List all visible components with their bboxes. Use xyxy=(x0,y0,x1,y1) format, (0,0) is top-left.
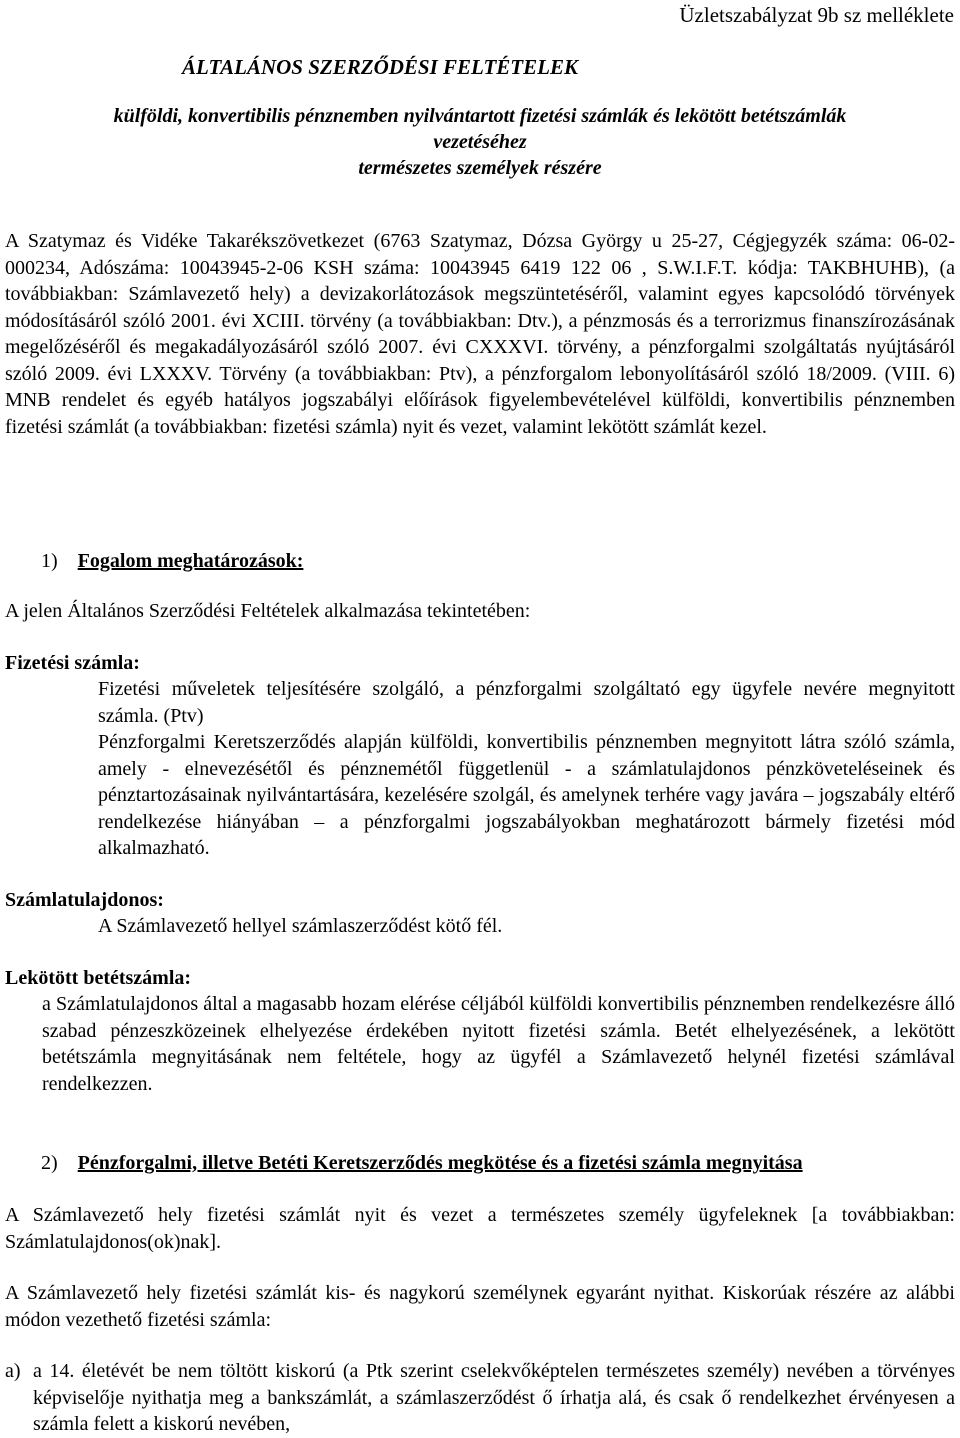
subtitle-line: természetes személyek részére xyxy=(358,157,602,179)
section-number: 1) xyxy=(41,550,58,572)
list-item-text: a 14. életévét be nem töltött kiskorú (a Ptk szerint cselekvőképtelen természetes személy) nevében a törvényes képviselője nyithatja meg a bankszámlát, a számlaszerződést ő írhatja alá, és csak ő rendelkezhet érvényesen a számla felett a kiskorú nevében, xyxy=(33,1360,955,1435)
term-szamlatulajdonos: Számlatulajdonos: xyxy=(5,889,164,911)
intro-paragraph: A Szatymaz és Vidéke Takarékszövetkezet (6763 Szatymaz, Dózsa György u 25-27, Cégjegyzék száma: 06-02-000234, Adószáma: 10043945-2-06 KSH száma: 10043945 6419 122 06 , S.W.I.F.T. kódja: TAKBHUHB), (a továbbiakban: Számlavezető hely) a devizakorlátozások megszüntetéséről, valamint egyes kapcsolódó törvények módosításáról szóló 2001. évi XCIII. törvény (a továbbiakban: Dtv.), a pénzmosás és a terrorizmus finanszírozásának megelőzéséről és megakadályozásáról szóló 2007. évi CXXXVI. törvény, a pénzforgalmi szolgáltatás nyújtásáról szóló 2009. évi LXXXV. Törvény (a továbbiakban: Ptv), a pénzforgalom lebonyolításáról szóló 18/2009. (VIII. 6) MNB rendelet és egyéb hatályos jogszabályi előírások figyelembevételével külföldi, konvertibilis pénznemben fizetési számlát (a továbbiakban: fizetési számla) nyit és vezet, valamint lekötött számlát kezel. xyxy=(5,230,955,438)
term-fizetesi-szamla: Fizetési számla: xyxy=(5,652,140,674)
list-marker: a) xyxy=(5,1360,21,1382)
definition-paragraph: A Számlavezető hellyel számlaszerződést kötő fél. xyxy=(98,915,503,937)
section-number: 2) xyxy=(41,1152,58,1174)
definition-paragraph: Fizetési műveletek teljesítésére szolgáló, a pénzforgalmi szolgáltató egy ügyfele nevére megnyitott számla. (Ptv) xyxy=(98,678,955,727)
section-title: Fogalom meghatározások: xyxy=(77,550,304,572)
document-subtitle xyxy=(5,103,955,181)
definition-paragraph: a Számlatulajdonos által a magasabb hozam elérése céljából külföldi konvertibilis pénznemben rendelkezésre álló szabad pénzeszközeinek elhelyezése érdekében nyitott fizetési számla. Betét elhelyezésének, a lekötött betétszámla megnyitásának nem feltétele, hogy az ügyfél a Számlavezető helynél fizetési számlával rendelkezzen. xyxy=(42,993,955,1095)
section-title: Pénzforgalmi, illetve Betéti Keretszerződés megkötése és a fizetési számla megnyitása xyxy=(77,1152,803,1174)
attachment-label: Üzletszabályzat 9b sz melléklete xyxy=(679,3,954,27)
section-1-heading xyxy=(41,548,303,574)
document-title: ÁLTALÁNOS SZERZŐDÉSI FELTÉTELEK xyxy=(182,55,578,79)
subtitle-line: külföldi, konvertibilis pénznemben nyilvántartott fizetési számlák és lekötött betétszámlák xyxy=(113,105,847,127)
section-1-lead: A jelen Általános Szerződési Feltételek alkalmazása tekintetében: xyxy=(5,600,531,622)
body-paragraph: A Számlavezető hely fizetési számlát nyit és vezet a természetes személy ügyfeleknek [a továbbiakban: Számlatulajdonos(ok)nak]. xyxy=(5,1204,955,1253)
term-lekotott-betetszamla: Lekötött betétszámla: xyxy=(5,967,192,989)
section-2-heading xyxy=(41,1150,803,1176)
subtitle-line: vezetéséhez xyxy=(433,131,527,153)
body-paragraph: A Számlavezető hely fizetési számlát kis- és nagykorú személynek egyaránt nyithat. Kiskorúak részére az alábbi módon vezethető fizetési számla: xyxy=(5,1282,955,1331)
definition-paragraph: Pénzforgalmi Keretszerződés alapján külföldi, konvertibilis pénznemben megnyitott látra szóló számla, amely - elnevezésétől és pénznemétől függetlenül - a számlatulajdonos pénzköveteléseinek és pénztartozásainak nyilvántartására, kezelésére szolgál, és amelynek terhére vagy javára – jogszabály eltérő rendelkezése hiányában – a pénzforgalmi jogszabályokban meghatározott bármely fizetési mód alkalmazható. xyxy=(98,731,955,859)
